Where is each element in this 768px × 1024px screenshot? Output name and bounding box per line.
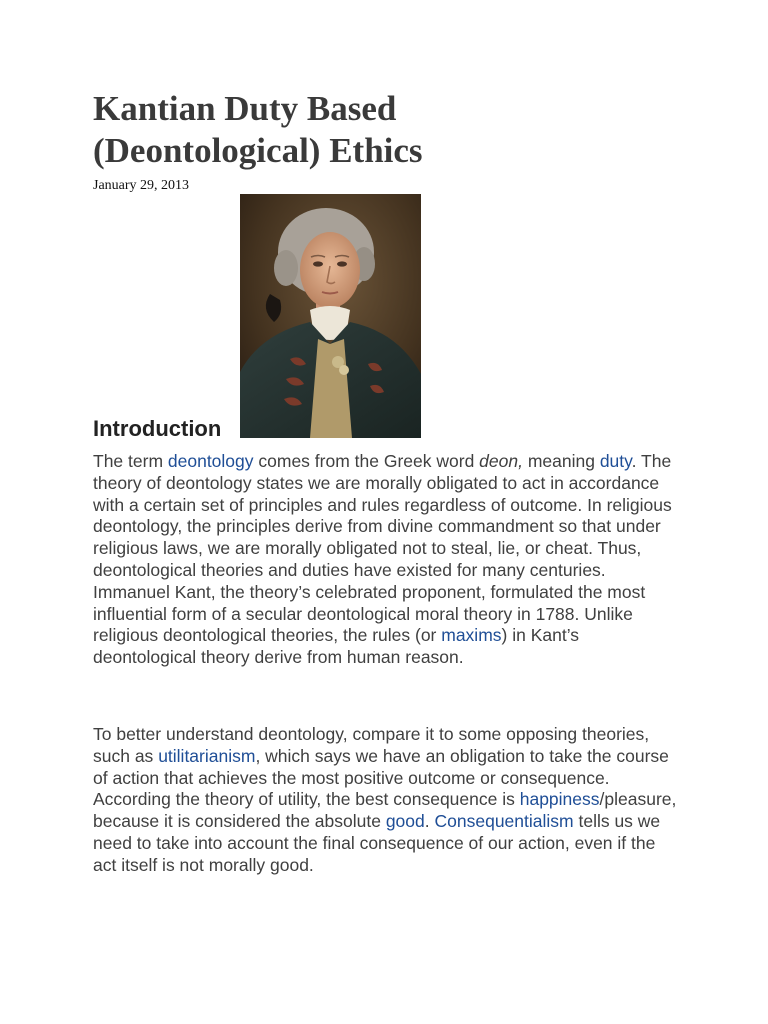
article-title [93, 88, 653, 172]
p2-text-3: /pleasure, because it is considered the absolute [93, 789, 677, 832]
link-deontology[interactable]: deontology [167, 451, 254, 471]
link-consequentialism[interactable]: Consequentialism [434, 811, 574, 832]
p1-text-3: meaning [522, 451, 600, 471]
section-heading-introduction: Introduction [93, 416, 222, 441]
portrait-of-immanuel-kant-icon [240, 194, 421, 438]
link-good[interactable]: good [385, 811, 425, 832]
paragraph-1 [93, 451, 683, 669]
p1-text-1: The term [93, 451, 168, 471]
link-duty[interactable]: duty [599, 451, 632, 471]
title-line-2: (Deontological) Ethics [93, 131, 423, 170]
p1-text-5: ) in Kant’s deontological theory derive from human reason. [93, 625, 580, 668]
title-line-1: Kantian Duty Based [93, 89, 397, 128]
link-maxims[interactable]: maxims [441, 625, 502, 646]
paragraph-2 [93, 724, 683, 877]
p1-italic-deon: deon, [479, 451, 523, 471]
p2-text-2: , which says we have an obligation to take the course of action that achieves the most positive outcome or consequence. According the theory of utility, the best consequence is [93, 745, 669, 810]
article-date: January 29, 2013 [93, 178, 190, 193]
p2-text-5: tells us we need to take into account the final consequence of our action, even if the act itself is not morally good. [93, 811, 661, 875]
p2-text-1: To better understand deontology, compare it to some opposing theories, such as [93, 724, 650, 766]
portrait-image [240, 194, 421, 438]
p1-text-4: . The theory of deontology states we are morally obligated to act in accordance with a certain set of principles and rules regardless of outcome. In religious deontology, the principles derive from divine commandment so that under religious laws, we are morally obligated not to steal, lie, or cheat. Thus, deontological theories and duties have existed for many centuries. Immanuel Kant, the theory’s celebrated proponent, formulated the most influential form of a secular deontological moral theory in 1788. Unlike religious deontological theories, the rules (or [93, 451, 672, 646]
p1-text-2: comes from the Greek word [253, 451, 480, 471]
link-happiness[interactable]: happiness [519, 789, 600, 810]
link-utilitarianism[interactable]: utilitarianism [158, 745, 256, 766]
p2-text-4: . [424, 811, 435, 832]
